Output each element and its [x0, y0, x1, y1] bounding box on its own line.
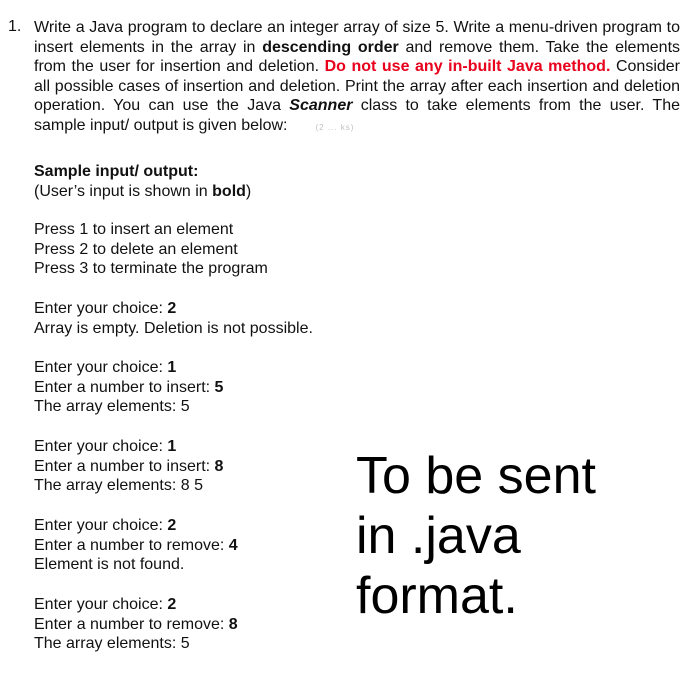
sample-note-suffix: ) [245, 182, 252, 200]
sample-line [34, 536, 238, 556]
sample-line [34, 634, 238, 654]
sample-line [34, 615, 238, 635]
sample-line [34, 358, 223, 378]
sample-block [34, 595, 238, 654]
user-input: 2 [167, 596, 177, 613]
sample-line [34, 397, 223, 417]
sample-line-label: Enter your choice: [34, 596, 168, 613]
question-number: 1. [8, 18, 22, 35]
sample-line-label: The array elements: 5 [34, 398, 190, 416]
menu-option: Press 1 to insert an element [34, 221, 234, 238]
sample-line [34, 437, 223, 457]
sample-line-label: Enter your choice: [34, 359, 168, 376]
user-input: 1 [167, 359, 177, 376]
sample-header [34, 162, 251, 201]
note-line: in .java [356, 507, 521, 565]
user-input: 8 [214, 457, 224, 475]
faded-marks-label: (2 ... ks) [315, 122, 355, 132]
sample-note-bold: bold [212, 182, 246, 200]
sample-line-label: Enter a number to remove: [34, 536, 229, 554]
sample-line-label: Enter your choice: [34, 438, 168, 455]
user-input: 5 [214, 378, 224, 396]
sample-block [34, 358, 223, 417]
user-input: 2 [167, 300, 177, 317]
sample-note [34, 182, 251, 202]
question-segment: Consider all possible cases of insertion and deletion. Print the array after each insertion and deletion operation. You can use the Java [34, 58, 680, 115]
question-segment: class to take elements from the user. The sample input/ output is given below: [34, 97, 680, 134]
sample-line [34, 595, 238, 615]
sample-heading: Sample input/ output: [34, 163, 199, 180]
user-input: 8 [228, 615, 238, 633]
sample-block [34, 437, 223, 496]
sample-line-label: Enter a number to insert: [34, 457, 215, 475]
sample-line [34, 555, 238, 575]
note-line: To be sent [356, 447, 596, 505]
sample-block [34, 299, 313, 338]
menu-option: Press 3 to terminate the program [34, 260, 268, 278]
sample-note-prefix: (User’s input is shown in [34, 182, 213, 200]
question-segment: Write a Java program to declare an integer array of size 5. Write a menu-driven program to insert elements in the array in [34, 19, 680, 56]
sample-line [34, 299, 313, 319]
sample-line-label: The array elements: 8 5 [34, 477, 203, 495]
question-segment-emphasis: descending order [262, 38, 399, 56]
menu-option: Press 2 to delete an element [34, 240, 238, 258]
sample-line-label: Enter a number to insert: [34, 378, 215, 396]
question-warning: Do not use any in-built Java method. [324, 58, 611, 76]
sample-line [34, 476, 223, 496]
user-input: 1 [167, 438, 177, 455]
sample-block [34, 516, 238, 575]
sample-line [34, 378, 223, 398]
sample-line [34, 457, 223, 477]
question-segment: and remove them. Take the elements from the user for insertion and deletion. [34, 38, 681, 76]
user-input: 4 [228, 536, 238, 554]
sample-menu [34, 220, 268, 279]
sample-line [34, 319, 313, 339]
question-scanner-term: Scanner [289, 97, 353, 115]
sample-line-label: Enter your choice: [34, 517, 168, 534]
sample-line-label: Element is not found. [34, 556, 185, 574]
sample-line-label: Enter a number to remove: [34, 615, 229, 633]
java-format-note [356, 446, 656, 626]
sample-line-label: Enter your choice: [34, 300, 168, 317]
sample-line-label: The array elements: 5 [34, 635, 190, 653]
question-text [34, 18, 680, 138]
sample-line [34, 516, 238, 536]
note-line: format. [356, 567, 518, 625]
user-input: 2 [167, 517, 177, 534]
sample-line-label: Array is empty. Deletion is not possible. [34, 319, 313, 337]
